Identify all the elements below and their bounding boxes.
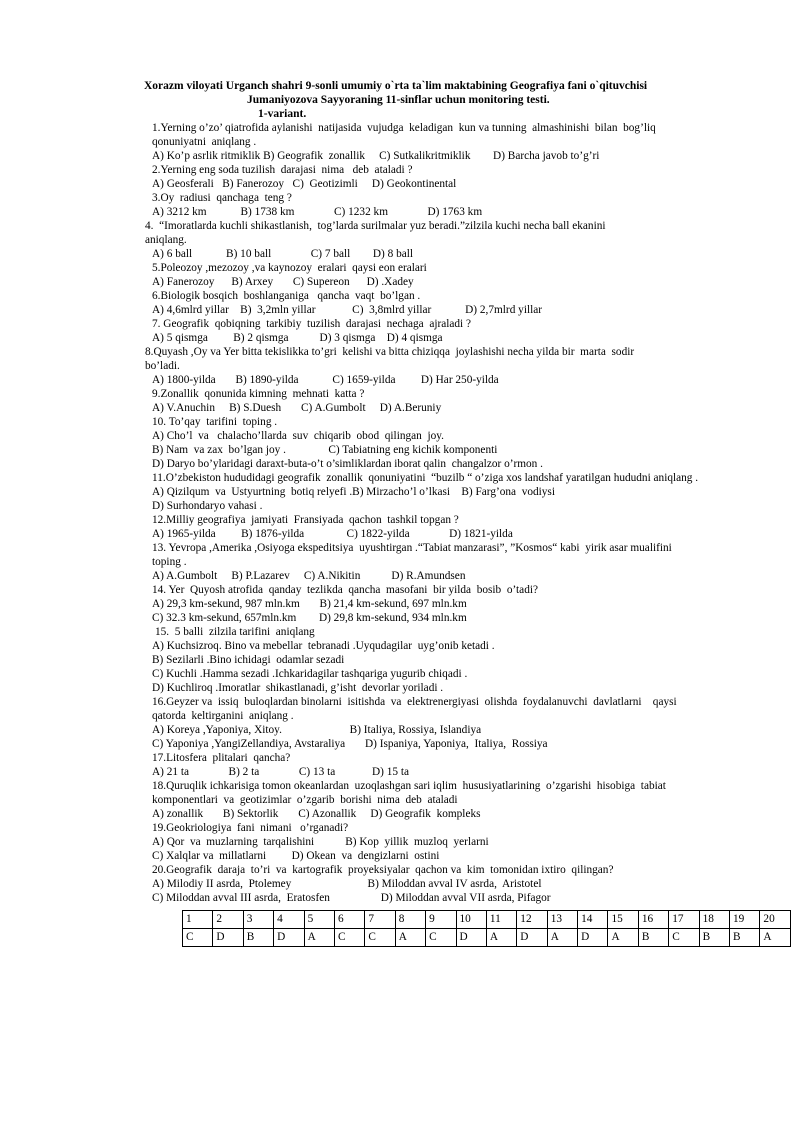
answer-key-answer-cell: B [730, 929, 760, 947]
answer-key-number-cell: 3 [243, 911, 273, 929]
answer-key-answer-cell: D [517, 929, 547, 947]
text-line: D) Daryo bo’ylaridagi daraxt-buta-o’t o’simliklardan iborat qalin changalzor o’rmon . [152, 458, 543, 470]
text-line: 17.Litosfera plitalari qancha? [152, 752, 291, 764]
text-line: C) Xalqlar va millatlarni D) Okean va dengizlarni ostini [152, 850, 440, 862]
text-line: 5.Poleozoy ,mezozoy ,va kaynozoy eralari qaysi eon eralari [152, 262, 427, 274]
text-line: 7. Geografik qobiqning tarkibiy tuzilish darajasi nechaga ajraladi ? [152, 318, 472, 330]
doc-title-line-2: Jumaniyozova Sayyoraning 11-sinflar uchun monitoring testi. [247, 94, 550, 106]
text-line: C) Miloddan avval III asrda, Eratosfen D) Miloddan avval VII asrda, Pifagor [152, 892, 551, 904]
text-line: 11.O’zbekiston hududidagi geografik zonallik qonuniyatini “buzilb “ o’ziga xos landshaf yaratilgan hududni aniqlang . [152, 472, 699, 484]
text-line: A) V.Anuchin B) S.Duesh C) A.Gumbolt D) A.Beruniy [152, 402, 442, 414]
text-line: 14. Yer Quyosh atrofida qanday tezlikda qancha masofani bir yilda bosib o’tadi? [152, 584, 538, 596]
text-line: 10. To’qay tarifini toping . [152, 416, 278, 428]
text-line: 2.Yerning eng soda tuzilish darajasi nima deb ataladi ? [152, 164, 413, 176]
answer-key-answer-cell: B [699, 929, 729, 947]
answer-key-answer-cell: A [547, 929, 577, 947]
text-line: A) Qor va muzlarning tarqalishini B) Kop yillik muzloq yerlarni [152, 836, 489, 848]
answer-key-number-cell: 16 [638, 911, 668, 929]
text-line: bo’ladi. [145, 360, 180, 372]
text-line: A) 3212 km B) 1738 km C) 1232 km D) 1763 km [152, 206, 483, 218]
answer-key-number-cell: 17 [669, 911, 699, 929]
answer-key-number-cell: 10 [456, 911, 486, 929]
text-line: qatorda keltirganini aniqlang . [152, 710, 294, 722]
answer-key-answer-cell: C [426, 929, 456, 947]
text-line: A) Milodiy II asrda, Ptolemey B) Miloddan avval IV asrda, Aristotel [152, 878, 542, 890]
answer-key-number-cell: 2 [213, 911, 243, 929]
text-line: 6.Biologik bosqich boshlanganiga qancha vaqt bo’lgan . [152, 290, 421, 302]
doc-title-line-1: Xorazm viloyati Urganch shahri 9-sonli umumiy o`rta ta`lim maktabining Geografiya fani o`qituvchisi [144, 80, 648, 92]
answer-key-answer-cell: B [638, 929, 668, 947]
text-line: 9.Zonallik qonunida kimning mehnati katta ? [152, 388, 365, 400]
text-line: A) 1800-yilda B) 1890-yilda C) 1659-yilda D) Har 250-yilda [152, 374, 499, 386]
answer-key-number-cell: 11 [486, 911, 516, 929]
answer-key-number-cell: 1 [183, 911, 213, 929]
answer-key-number-cell: 15 [608, 911, 638, 929]
answer-key-answer-cell: A [395, 929, 425, 947]
text-line: 3.Oy radiusi qanchaga teng ? [152, 192, 292, 204]
text-line: 18.Quruqlik ichkarisiga tomon okeanlardan uzoqlashgan sari iqlim hususiyatlarining o’zgarishi hisobiga tabiat [152, 780, 666, 792]
text-line: komponentlari va geotizimlar o’zgarib borishi nima deb ataladi [152, 794, 458, 806]
text-line: A) 29,3 km-sekund, 987 mln.km B) 21,4 km-sekund, 697 mln.km [152, 598, 467, 610]
answer-key-answer-cell: A [760, 929, 790, 947]
text-line: A) Qizilqum va Ustyurtning botiq relyefi .B) Mirzacho’l o’lkasi B) Farg’ona vodiysi [152, 486, 555, 498]
text-line: 8.Quyash ,Oy va Yer bitta tekislikka to’gri kelishi va bitta chiziqqa joylashishi necha yilda bir marta sodir [145, 346, 635, 358]
answer-key-table [182, 910, 791, 947]
answer-key-number-cell: 18 [699, 911, 729, 929]
answer-key-number-cell: 5 [304, 911, 334, 929]
variant-label: 1-variant. [258, 108, 307, 120]
text-line: A) A.Gumbolt B) P.Lazarev C) A.Nikitin D) R.Amundsen [152, 570, 466, 582]
text-line: 12.Milliy geografiya jamiyati Fransiyada qachon tashkil topgan ? [152, 514, 459, 526]
text-line: A) zonallik B) Sektorlik C) Azonallik D) Geografik kompleks [152, 808, 481, 820]
text-line: A) 4,6mlrd yillar B) 3,2mln yillar C) 3,8mlrd yillar D) 2,7mlrd yillar [152, 304, 543, 316]
answer-key-number-cell: 7 [365, 911, 395, 929]
answer-key-answer-cell: C [669, 929, 699, 947]
text-line: A) Cho’l va chalacho’llarda suv chiqarib obod qilingan joy. [152, 430, 444, 442]
answer-key-number-cell: 14 [578, 911, 608, 929]
text-line: D) Surhondaryo vahasi . [152, 500, 263, 512]
text-line: toping . [152, 556, 187, 568]
text-line: A) Kuchsizroq. Bino va mebellar tebranadi .Uyqudagilar uyg’onib ketadi . [152, 640, 495, 652]
text-line: 16.Geyzer va issiq buloqlardan binolarni isitishda va elektrenergiyasi olishda foydalanuvchi davlatlarni qaysi [152, 696, 677, 708]
text-line: A) Ko’p asrlik ritmiklik B) Geografik zonallik C) Sutkalikritmiklik D) Barcha javob to’g’ri [152, 150, 600, 162]
text-line: A) 1965-yilda B) 1876-yilda C) 1822-yilda D) 1821-yilda [152, 528, 513, 540]
text-line: 15. 5 balli zilzila tarifini aniqlang [155, 626, 315, 638]
text-line: A) 5 qismga B) 2 qismga D) 3 qismga D) 4 qismga [152, 332, 443, 344]
answer-key-answer-cell: D [578, 929, 608, 947]
text-line: A) Koreya ,Yaponiya, Xitoy. B) Italiya, Rossiya, Islandiya [152, 724, 482, 736]
text-line: 1.Yerning o’zo’ qiatrofida aylanishi natijasida vujudga keladigan kun va tunning almashinishi bilan bog’liq [152, 122, 656, 134]
answer-key-answer-cell: D [456, 929, 486, 947]
text-line: C) Yaponiya ,YangiZellandiya, Avstaraliya D) Ispaniya, Yaponiya, Italiya, Rossiya [152, 738, 548, 750]
text-line: B) Sezilarli .Bino ichidagi odamlar sezadi [152, 654, 345, 666]
text-line: A) 21 ta B) 2 ta C) 13 ta D) 15 ta [152, 766, 409, 778]
text-line: A) Geosferali B) Fanerozoy C) Geotizimli D) Geokontinental [152, 178, 457, 190]
text-line: A) Fanerozoy B) Arxey C) Supereon D) .Xadey [152, 276, 414, 288]
answer-key-number-cell: 13 [547, 911, 577, 929]
answer-key-answer-cell: C [183, 929, 213, 947]
text-line: 13. Yevropa ,Amerika ,Osiyoga ekspeditsiya uyushtirgan .“Tabiat manzarasi”, ”Kosmos“ kabi yirik asar mualifini [152, 542, 672, 554]
answer-key-answer-cell: C [365, 929, 395, 947]
answer-key-number-cell: 20 [760, 911, 790, 929]
answer-key-answer-cell: B [243, 929, 273, 947]
answer-key-answer-cell: C [334, 929, 364, 947]
text-line: qonuniyatni aniqlang . [152, 136, 257, 148]
answer-key-answer-cell: A [608, 929, 638, 947]
answer-key-number-row [183, 911, 791, 929]
answer-key-number-cell: 9 [426, 911, 456, 929]
text-line: A) 6 ball B) 10 ball C) 7 ball D) 8 ball [152, 248, 414, 260]
text-line: 4. “Imoratlarda kuchli shikastlanish, tog’larda surilmalar yuz beradi.”zilzila kuchi necha ball ekanini [145, 220, 606, 232]
answer-key-answer-cell: D [274, 929, 304, 947]
answer-key-number-cell: 8 [395, 911, 425, 929]
text-line: B) Nam va zax bo’lgan joy . C) Tabiatning eng kichik komponenti [152, 444, 498, 456]
answer-key-number-cell: 4 [274, 911, 304, 929]
text-line: C) Kuchli .Hamma sezadi .Ichkaridagilar tashqariga yugurib chiqadi . [152, 668, 468, 680]
answer-key-number-cell: 19 [730, 911, 760, 929]
text-line: 20.Geografik daraja to’ri va kartografik proyeksiyalar qachon va kim tomonidan ixtiro qilingan? [152, 864, 614, 876]
answer-key-answer-row [183, 929, 791, 947]
answer-key-answer-cell: A [486, 929, 516, 947]
answer-key-answer-cell: D [213, 929, 243, 947]
answer-key-number-cell: 6 [334, 911, 364, 929]
answer-key-number-cell: 12 [517, 911, 547, 929]
text-line: D) Kuchliroq .Imoratlar shikastlanadi, g’isht devorlar yoriladi . [152, 682, 444, 694]
text-line: aniqlang. [145, 234, 187, 246]
text-line: 19.Geokriologiya fani nimani o’rganadi? [152, 822, 349, 834]
answer-key-answer-cell: A [304, 929, 334, 947]
text-line: C) 32.3 km-sekund, 657mln.km D) 29,8 km-sekund, 934 mln.km [152, 612, 467, 624]
